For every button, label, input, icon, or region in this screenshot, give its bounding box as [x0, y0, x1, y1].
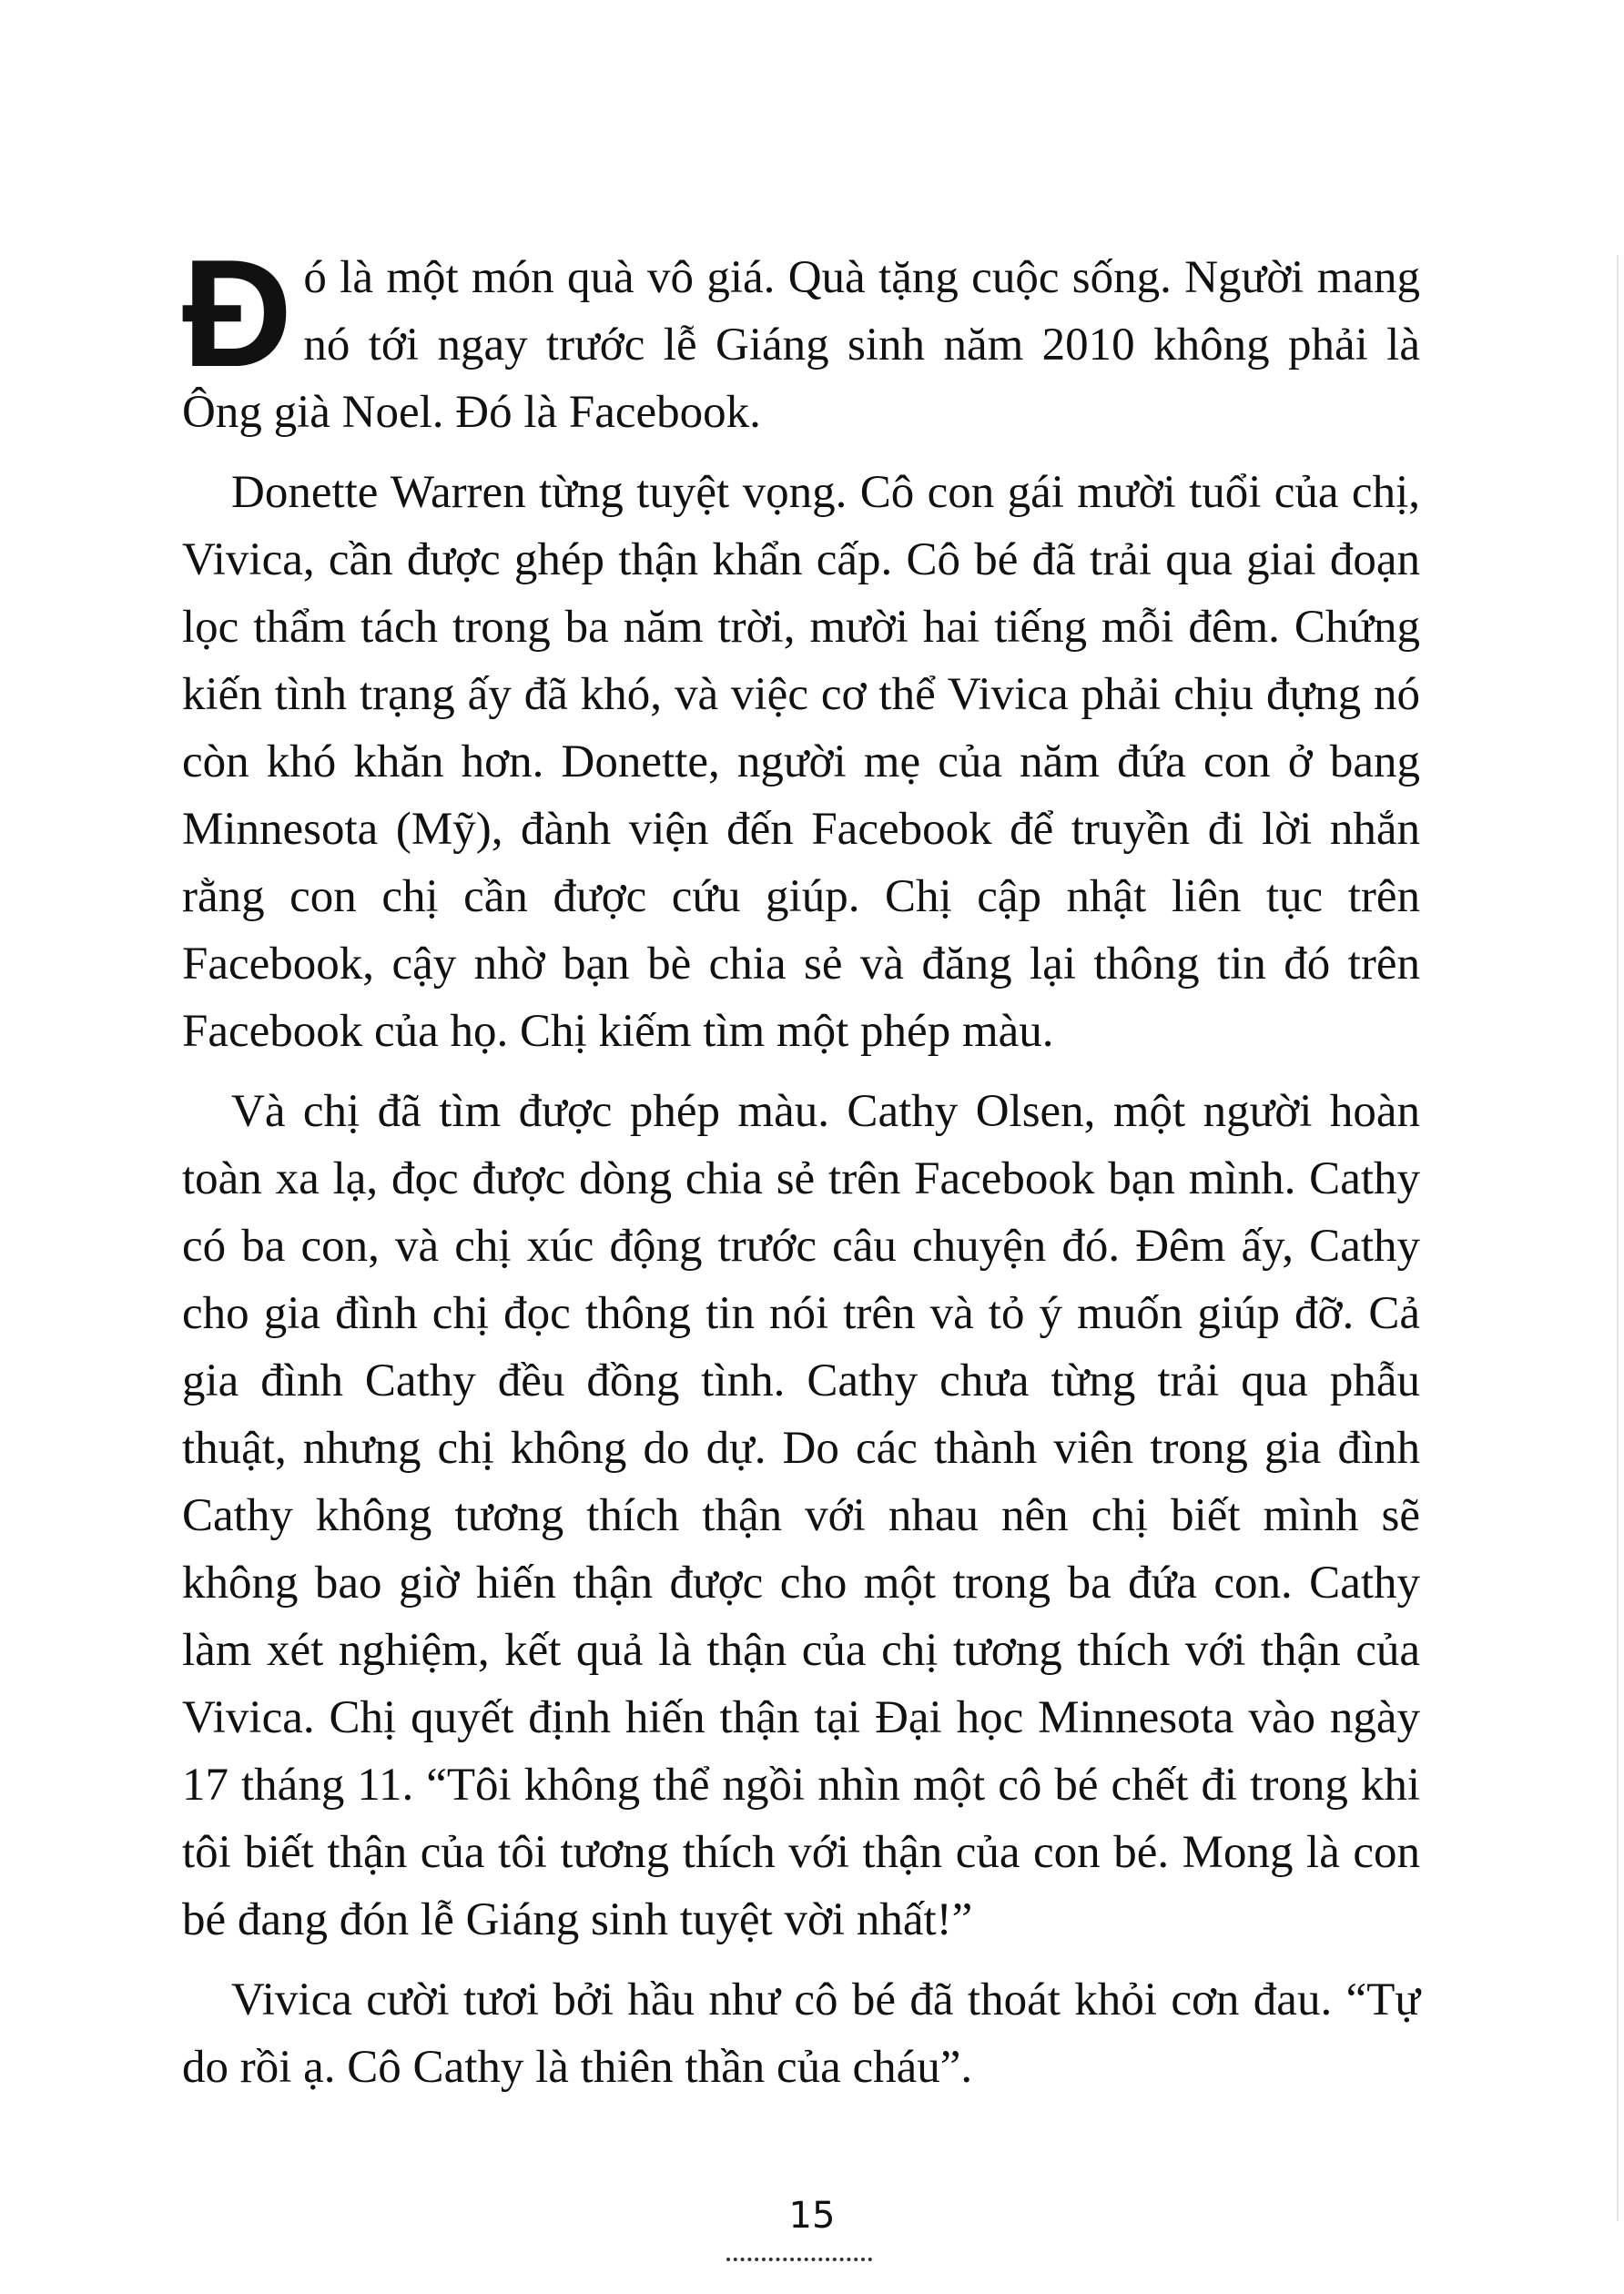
paragraph-3: Và chị đã tìm được phép màu. Cathy Olsen, một người hoàn toàn xa lạ, đọc được dòng chia sẻ trên Facebook bạn mình. Cathy có ba con, và chị xúc động trước câu chuyện đó. Đêm ấy, Cathy cho gia đình chị đọc thông tin nói trên và tỏ ý muốn giúp đỡ. Cả gia đình Cathy đều đồng tình. Cathy chưa từng trải qua phẫu thuật, nhưng chị không do dự. Do các thành viên trong gia đình Cathy không tương thích thận với nhau nên chị biết mình sẽ không bao giờ hiến thận được cho một trong ba đứa con. Cathy làm xét nghiệm, kết quả là thận của chị tương thích với thận của Vivica. Chị quyết định hiến thận tại Đại học Minnesota vào ngày 17 tháng 11. “Tôi không thể ngồi nhìn một cô bé chết đi trong khi tôi biết thận của tôi tương thích với thận của con bé. Mong là con bé đang đón lễ Giáng sinh tuyệt vời nhất!”	[182, 1086, 1420, 1945]
page-number-dotted-rule	[726, 2258, 872, 2261]
paragraph-1	[182, 228, 1420, 446]
paragraph-4: Vivica cười tươi bởi hầu như cô bé đã thoát khỏi cơn đau. “Tự do rồi ạ. Cô Cathy là thiên thần của cháu”.	[182, 1974, 1420, 2093]
body-text	[182, 228, 1420, 2114]
page-footer	[0, 2194, 1624, 2238]
page-edge-line	[1617, 255, 1619, 2221]
page-number: 15	[788, 2195, 836, 2237]
paragraph-1-text: ó là một món quà vô giá. Quà tặng cuộc sống. Người mang nó tới ngay trước lễ Giáng sinh năm 2010 không phải là Ông già Noel. Đó là Facebook.	[182, 252, 1420, 438]
drop-cap: Đ	[182, 228, 293, 399]
paragraph-2: Donette Warren từng tuyệt vọng. Cô con gái mười tuổi của chị, Vivica, cần được ghép thận khẩn cấp. Cô bé đã trải qua giai đoạn lọc thẩm tách trong ba năm trời, mười hai tiếng mỗi đêm. Chứng kiến tình trạng ấy đã khó, và việc cơ thể Vivica phải chịu đựng nó còn khó khăn hơn. Donette, người mẹ của năm đứa con ở bang Minnesota (Mỹ), đành viện đến Facebook để truyền đi lời nhắn rằng con chị cần được cứu giúp. Chị cập nhật liên tục trên Facebook, cậy nhờ bạn bè chia sẻ và đăng lại thông tin đó trên Facebook của họ. Chị kiếm tìm một phép màu.	[182, 467, 1420, 1057]
